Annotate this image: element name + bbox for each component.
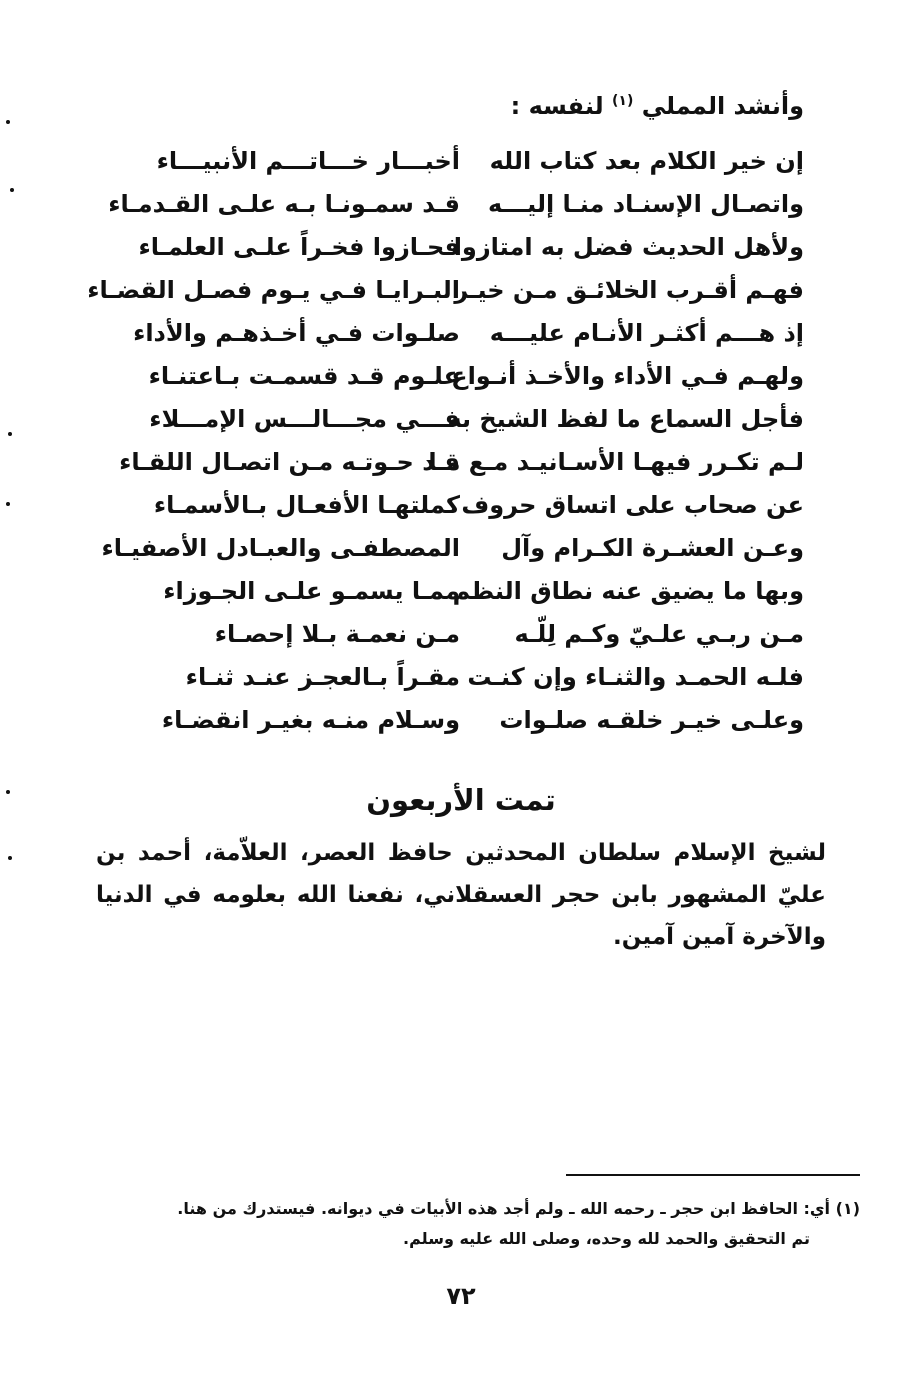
poem-verse bbox=[150, 571, 804, 611]
verse-second-hemistich: البـرايـا فـي يـوم فصـل القضـاء bbox=[87, 276, 460, 304]
section-heading: تمت الأربعون bbox=[366, 783, 556, 817]
verse-second-hemistich: كملتهـا الأفعـال بـالأسمـاء bbox=[153, 491, 460, 519]
verse-first-hemistich: ولهـم فـي الأداء والأخـذ أنـواع bbox=[451, 362, 804, 390]
footnote-reference: (١) bbox=[611, 93, 634, 109]
scan-speck bbox=[6, 120, 10, 124]
footnote bbox=[177, 1194, 860, 1254]
verse-second-hemistich: مقـراً بـالعجـز عنـد ثنـاء bbox=[185, 663, 460, 691]
poem-verse bbox=[138, 227, 804, 267]
verse-second-hemistich: مـن نعمـة بـلا إحصـاء bbox=[214, 620, 460, 648]
footnote-divider bbox=[566, 1174, 860, 1176]
verse-first-hemistich: لـم تكـرر فيهـا الأسـانيـد مـع مـا bbox=[428, 448, 804, 476]
verse-first-hemistich: وعلـى خيـر خلقـه صلـوات bbox=[499, 706, 804, 734]
verse-first-hemistich: واتصـال الإسنـاد منـا إليـــه bbox=[487, 190, 804, 218]
poem-verse bbox=[119, 442, 804, 482]
intro-text: وأنشد المملي bbox=[641, 92, 804, 120]
scan-speck bbox=[6, 790, 10, 794]
poem-verse bbox=[150, 356, 804, 396]
verse-first-hemistich: مـن ربـي علـيّ وكـم لِلّـه bbox=[514, 620, 804, 648]
verse-second-hemistich: أخبـــار خـــاتـــم الأنبيـــاء bbox=[156, 147, 460, 175]
scan-speck bbox=[8, 432, 12, 436]
verse-second-hemistich: فحـازوا فخـراً علـى العلمـاء bbox=[138, 233, 460, 261]
verse-first-hemistich: ولأهل الحديث فضل به امتازوا bbox=[453, 233, 804, 261]
closing-paragraph: لشيخ الإسلام سلطان المحدثين حافظ العصر، العلاّمة، أحمد بن عليّ المشهور بابن حجر العسقلاني، نفعنا الله بعلومه في الدنيا والآخرة آمين آمين. bbox=[96, 840, 826, 950]
footnote-line: تم التحقيق والحمد لله وحده، وصلى الله عليه وسلم. bbox=[403, 1229, 810, 1248]
verse-first-hemistich: إن خير الكلام بعد كتاب الله bbox=[489, 147, 804, 175]
scan-speck bbox=[10, 188, 14, 192]
verse-second-hemistich: صلـوات فـي أخـذهـم والأداء bbox=[133, 319, 460, 347]
intro-text-after: لنفسه : bbox=[510, 92, 604, 120]
verse-second-hemistich: ممـا يسمـو علـى الجـوزاء bbox=[163, 577, 460, 605]
verse-second-hemistich: وسـلام منـه بغيـر انقضـاء bbox=[161, 706, 460, 734]
verse-second-hemistich: فـــي مجـــالـــس الإمـــلاء bbox=[149, 405, 460, 433]
verse-first-hemistich: وبها ما يضيق عنه نطاق النظم bbox=[452, 577, 804, 605]
verse-first-hemistich: فأجل السماع ما لفظ الشيخ به bbox=[447, 405, 804, 433]
scan-speck bbox=[8, 856, 12, 860]
verse-first-hemistich: عن صحاب على اتساق حروف bbox=[461, 491, 804, 519]
poem-verse bbox=[150, 399, 804, 439]
verse-second-hemistich: علـوم قـد قسمـت بـاعتنـاء bbox=[148, 362, 460, 390]
verse-second-hemistich: قـد حـوتـه مـن اتصـال اللقـاء bbox=[119, 448, 460, 476]
page-number: ٧٢ bbox=[446, 1282, 476, 1310]
poem-verse bbox=[150, 657, 804, 697]
poem-verse bbox=[133, 313, 804, 353]
scan-speck bbox=[6, 502, 10, 506]
verse-first-hemistich: فهـم أقـرب الخلائـق مـن خيـر bbox=[454, 276, 804, 304]
poem-verse bbox=[101, 528, 804, 568]
verse-first-hemistich: وعـن العشـرة الكـرام وآل bbox=[501, 534, 804, 562]
poem-verse bbox=[150, 141, 804, 181]
poem-verse bbox=[108, 184, 804, 224]
verse-second-hemistich: قـد سمـونـا بـه علـى القـدمـاء bbox=[108, 190, 460, 218]
footnote-line: (١) أي: الحافظ ابن حجر ـ رحمه الله ـ ولم أجد هذه الأبيات في ديوانه. فيستدرك من هنا. bbox=[177, 1199, 860, 1218]
verse-first-hemistich: فلـه الحمـد والثنـاء وإن كنـت bbox=[467, 663, 804, 691]
verse-first-hemistich: إذ هـــم أكثـر الأنـام عليـــه bbox=[489, 319, 804, 347]
poem-verse bbox=[150, 485, 804, 525]
poem-verse bbox=[87, 270, 804, 310]
poem bbox=[87, 141, 804, 742]
poem-verse bbox=[150, 614, 804, 654]
poem-verse bbox=[150, 700, 804, 740]
poem-introduction bbox=[511, 92, 804, 120]
verse-second-hemistich: المصطفـى والعبـادل الأصفيـاء bbox=[101, 534, 460, 562]
